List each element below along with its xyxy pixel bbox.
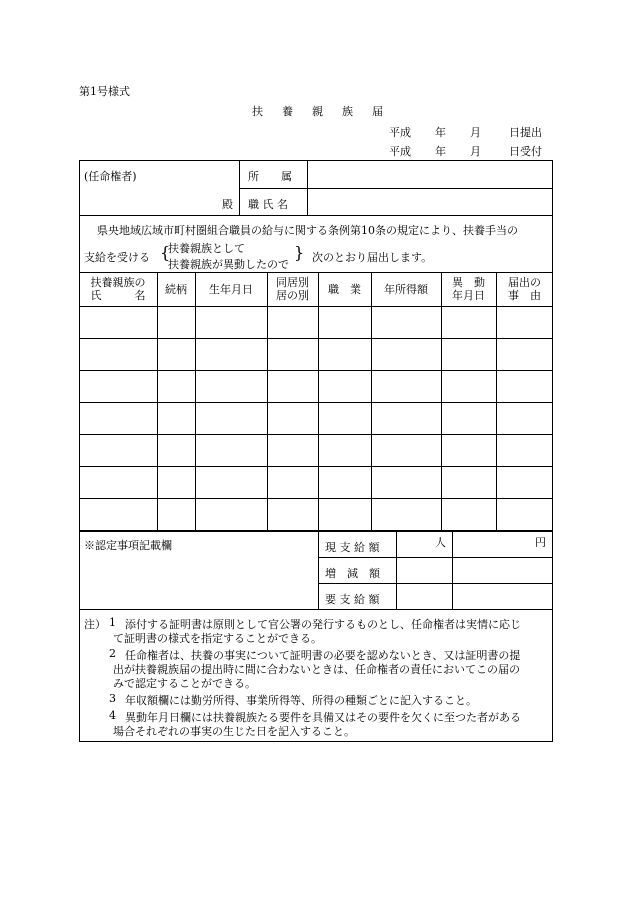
note-2-line3: みで認定することができる。 bbox=[113, 677, 256, 690]
form-title: 扶 養 親 族 届 bbox=[252, 105, 387, 118]
note-1-num: 1 bbox=[109, 616, 116, 629]
statement-line1: 県央地域広域市町村圏組合職員の給与に関する条例第10条の規定により、扶養手当の bbox=[97, 224, 518, 237]
note-2-line2: 出が扶養親族届の提出時に間に合わないときは、任命権者の責任においてこの届の bbox=[113, 663, 520, 676]
note-4-num: 4 bbox=[109, 709, 116, 722]
note-2-num: 2 bbox=[109, 647, 116, 660]
name-label: 職 氏 名 bbox=[248, 198, 288, 211]
col-header-annual-income: 年所得額 bbox=[384, 283, 428, 296]
brace-left: { bbox=[160, 243, 171, 262]
statement-prefix: 支給を受ける bbox=[84, 251, 150, 264]
unit-yen: 円 bbox=[535, 536, 546, 549]
affiliation-label: 所 属 bbox=[248, 170, 292, 183]
col-header-name: 扶養親族の 氏 名 bbox=[90, 276, 146, 302]
notes-prefix: 注） bbox=[84, 618, 106, 631]
note-1-line1: 添付する証明書は原則として官公署の発行するものとし、任命権者は実情に応じ bbox=[125, 618, 521, 631]
unit-persons: 人 bbox=[435, 536, 446, 549]
note-3-num: 3 bbox=[109, 692, 116, 705]
change-amount-label: 増 減 額 bbox=[325, 567, 380, 580]
dono-label: 殿 bbox=[222, 198, 233, 211]
current-payment-label: 現 支 給 額 bbox=[325, 541, 380, 554]
appointer-label: (任命権者) bbox=[84, 170, 137, 183]
col-header-birthdate: 生年月日 bbox=[209, 283, 253, 296]
affiliation-field[interactable] bbox=[310, 162, 550, 186]
note-4-line2: 場合それぞれの事実の生じた日を記入すること。 bbox=[113, 725, 355, 738]
col-header-occupation: 職 業 bbox=[328, 283, 361, 296]
note-4-line1: 異動年月日欄には扶養親族たる要件を具備又はその要件を欠くに至つた者がある bbox=[125, 711, 521, 724]
note-2-line1: 任命権者は、扶養の事実について証明書の必要を認めないとき、又は証明書の提 bbox=[125, 649, 521, 662]
col-header-reason: 届出の 事 由 bbox=[508, 276, 541, 302]
statement-option2: 扶養親族が異動したので bbox=[168, 258, 289, 271]
required-payment-label: 要 支 給 額 bbox=[325, 593, 380, 606]
col-header-change-date: 異 動 年月日 bbox=[452, 276, 485, 302]
statement-suffix: 次のとおり届出します。 bbox=[312, 251, 433, 264]
note-3-line1: 年収額欄には勤労所得、事業所得等、所得の種類ごとに記入すること。 bbox=[125, 694, 477, 707]
certification-label: ※認定事項記載欄 bbox=[84, 539, 172, 552]
note-1-line2: て証明書の様式を指定することができる。 bbox=[113, 632, 322, 645]
name-field[interactable] bbox=[310, 190, 550, 213]
form-number: 第1号様式 bbox=[79, 85, 130, 98]
col-header-relationship: 続柄 bbox=[165, 283, 187, 296]
col-header-cohabitation: 同居別 居の別 bbox=[276, 276, 309, 302]
statement-option1: 扶養親族として bbox=[168, 242, 245, 255]
brace-right: } bbox=[294, 243, 305, 262]
